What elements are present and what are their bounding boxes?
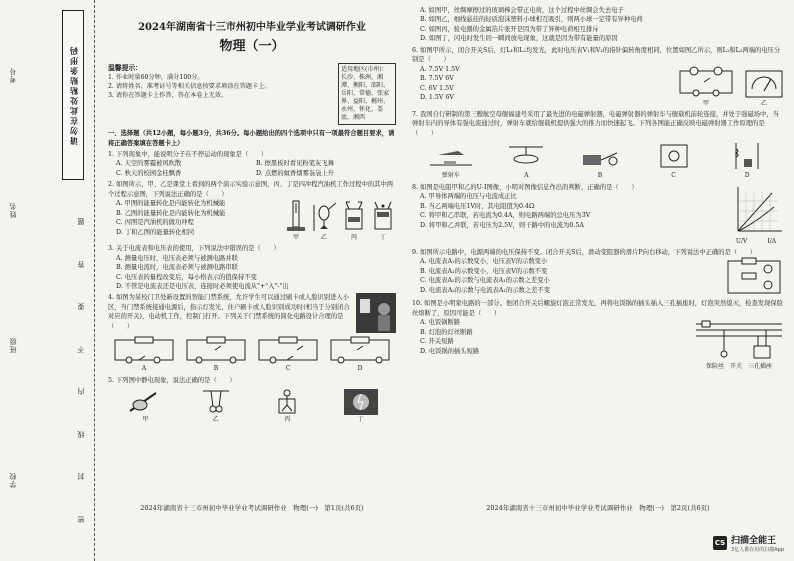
circuit-d xyxy=(329,336,391,373)
figure-d xyxy=(726,141,768,180)
page-footer-left: 2024年湖南省十三市州初中毕业学业考试调研作业 物理(一) 第1页(共6页) xyxy=(140,504,364,512)
option-b: B. 电流表A₁的示数变小，电压表V的示数不变 xyxy=(420,267,548,275)
option-c: C. 电压表的量程改变后，每小格表示的值保持不变 xyxy=(116,273,257,281)
option-b: B. 灯泡的灯丝断路 xyxy=(420,328,473,336)
fig-label: 弹射车 xyxy=(441,171,460,179)
question-stem: 4. 如图为某校门卫处新设置的智能门禁系统，允许学生可以通过刷卡或人脸识别进入小区，当门禁系统接通电源后，指示灯发光，住户刷卡或人脸识别成功时(相当于分别闭合对应的开关)，电动机工作，控制门打开。下列关于门禁系统的简化电路设计合理的是（ ） xyxy=(108,294,350,330)
label-exam-number: 考号 xyxy=(9,67,17,84)
figure-glass-rod xyxy=(126,389,164,424)
q9-circuit xyxy=(724,257,784,297)
option-b: B. 如图乙，细线悬挂的轻质泡沫塑料小球相互吸引，则两小球一定带有异种电荷 xyxy=(420,16,643,24)
camscanner-icon: CS xyxy=(713,536,727,550)
question-6 xyxy=(412,46,784,108)
axis-label: U/V xyxy=(735,237,748,245)
scanner-watermark xyxy=(713,533,784,553)
option-c: C. 丙图是汽油机的做功冲程 xyxy=(116,219,194,227)
page-footer-right: 2024年湖南省十三市州初中毕业学业考试调研作业 物理(一) 第2页(共6页) xyxy=(486,504,710,512)
exam-subtitle: 物理（一） xyxy=(219,39,285,54)
question-stem: 9. 如图所示电路中，电源两端的电压保持不变。闭合开关S后，滑动变阻器的滑片P向右移动，下列说法中正确的是（ ） xyxy=(412,248,756,256)
fig-label: 乙 xyxy=(320,234,327,242)
fig-label: C xyxy=(671,171,676,179)
question-8 xyxy=(412,183,784,246)
question-stem: 2. 如图所示，甲、乙是课堂上看到的两个演示实验示意图，丙、丁是四冲程汽油机工作过程中的其中两个过程示意图，下列说法正确的是（ ） xyxy=(108,181,394,198)
fig-label: 甲 xyxy=(702,99,709,107)
circuit-c xyxy=(257,336,319,373)
figure-foam-balls xyxy=(201,389,231,424)
figure-b xyxy=(579,141,621,180)
option-a: A. 如图甲，丝绸摩擦过的玻璃棒会带正电荷，这个过程中丝绸会失去电子 xyxy=(420,7,624,14)
q4-circuit-options xyxy=(108,336,396,373)
option-d: D. 如图丁，闪电时发生的一瞬间放电现象，这就是因为带有能量的原因 xyxy=(420,35,618,43)
fig-label: C xyxy=(285,365,291,373)
question-3 xyxy=(108,244,396,291)
option-a: A. 测量电压时，电压表必须与被测电路并联 xyxy=(116,254,238,262)
label-class: 班级 xyxy=(9,337,17,354)
option-a: A. 天空的雾霾被风吹散 xyxy=(116,160,182,168)
fig-label: A xyxy=(141,365,147,373)
question-stem: 6. 如图甲所示，闭合开关S后，灯L₁和L₂均发光，此时电压表V₁和V₂的指针偏转角度相同，位置如图乙所示，则L₁和L₂两端的电压分别是（ ） xyxy=(412,46,781,64)
section-heading: 一、选择题（共12小题，每小题3分，共36分。每小题给出的四个选项中只有一项最符合题目要求，请将正确答案填在答题卡上） xyxy=(108,130,395,147)
figure-bing xyxy=(341,199,367,242)
question-5 xyxy=(108,376,396,423)
fig-label: 甲 xyxy=(292,234,299,242)
axis-label: I/A xyxy=(767,237,777,245)
fig-label: 丁 xyxy=(379,234,386,242)
option-b: B. 测量电流时，电流表必须与被测电路串联 xyxy=(116,264,238,272)
fig-label: 开关 xyxy=(729,363,742,371)
question-stem: 1. 下列现象中，能说明分子在不停运动的现象是（ ） xyxy=(108,151,268,159)
binding-margin xyxy=(0,0,100,561)
fig-label: 保险丝 xyxy=(705,363,724,371)
option-d: D. 不管是电流表还是电压表，连接时必须使电流从"+"入"-"出 xyxy=(116,282,289,290)
seal-dashed-line xyxy=(94,0,95,561)
instruction-item: 2. 请将姓名、准考证号等相关信息按要求填涂在答题卡上。 xyxy=(108,82,271,90)
question-stem: 8. 如图是电阻甲和乙的U-I图像，小明对图像信息作出的判断，正确的是（ ） xyxy=(412,183,638,191)
option-a: A. 7.5V 1.5V xyxy=(420,65,460,73)
cut-mark: 内 xyxy=(77,387,85,396)
scanner-tagline: 3亿人都在用的扫描App xyxy=(731,547,784,553)
option-c: C. 电流表A₂的示数与电流表A₁的示数之差变小 xyxy=(420,277,550,285)
instructions-title: 温馨提示： xyxy=(108,63,142,72)
label-school: 学校 xyxy=(9,472,17,489)
question-10 xyxy=(412,299,784,371)
option-c: C. 秋天的校园金桂飘香 xyxy=(116,169,182,177)
cut-mark: 不 xyxy=(77,344,85,353)
cut-mark: 题 xyxy=(77,217,85,226)
figure-a xyxy=(505,141,547,180)
question-9 xyxy=(412,248,784,297)
fig-label: 乙 xyxy=(760,99,767,107)
question-1 xyxy=(108,150,396,178)
option-d: D. 1.5V 6V xyxy=(420,93,454,101)
fig-label: 乙 xyxy=(212,415,219,423)
question-stem: 5. 下列图中静电现象，说法正确的是（ ） xyxy=(108,377,236,385)
right-page xyxy=(412,6,784,496)
option-b: B. 乙图的能量转化是内能转化为机械能 xyxy=(116,209,226,217)
option-d: D. 电流表A₂的示数与电流表A₁的示数之差不变 xyxy=(420,286,551,294)
circuit-a xyxy=(113,336,175,373)
instructions xyxy=(108,63,332,126)
option-c: C. 6V 1.5V xyxy=(420,84,454,92)
cut-mark: 要 xyxy=(77,302,85,311)
student-info-labels xyxy=(8,8,22,548)
option-a: A. 电饭锅断路 xyxy=(420,319,461,327)
fig-label: D xyxy=(744,171,750,179)
question-5-options xyxy=(412,6,784,44)
figure-catapult xyxy=(428,141,474,180)
fig-label: 丙 xyxy=(350,234,357,242)
scanner-name: 扫描全能王 xyxy=(731,536,777,546)
option-a: A. 甲图的能量转化是内能转化为机械能 xyxy=(116,200,226,208)
cut-mark: 答 xyxy=(77,259,85,268)
q5-figures xyxy=(108,389,396,424)
cut-mark: 密 xyxy=(77,514,85,523)
q2-figures xyxy=(285,199,396,242)
option-c: C. 开关短路 xyxy=(420,338,454,346)
q10-home-circuit xyxy=(694,318,784,371)
fig-label: D xyxy=(357,365,363,373)
q6-circuit xyxy=(676,65,736,108)
cut-mark: 线 xyxy=(77,429,85,438)
option-d: D. 丁和乙图的能量转化相同 xyxy=(116,228,195,236)
figure-electroscope xyxy=(267,389,307,424)
fig-label: 甲 xyxy=(142,415,149,423)
question-stem: 7. 我国自行研制的第三艘航空母舰福建号采用了最先进的电磁弹射器，电磁弹射器的弹射车与舰载机前轮连接，并处于强磁场中，当弹射车内的导体有强电流通过时，弹射车就给舰载机提供强大的推力而快速起飞。下列各图能正确反映电磁弹射器工作原理的是（ ） xyxy=(412,110,779,137)
option-b: B. 当乙两端电压1V时，其电阻值为0.4Ω xyxy=(420,202,535,210)
q8-ui-graph xyxy=(728,183,784,246)
fig-label: 丁 xyxy=(357,415,364,423)
fig-label: A xyxy=(524,171,529,179)
question-7 xyxy=(412,110,784,180)
fig-label: 丙 xyxy=(284,415,291,423)
option-d: D. 将甲和乙并联，若电压为2.5V，则干路中的电流为0.5A xyxy=(420,221,584,229)
question-stem: 10. 如图是小明家电路的一部分。他闭合开关后螺旋灯泡正常发光，再将电饭锅的插头插入三孔插座时，灯泡突然熄灭，检查发现保险丝熔断了，原因可能是（ ） xyxy=(412,300,783,317)
face-recognition-photo xyxy=(356,293,396,333)
label-name: 姓名 xyxy=(9,202,17,219)
option-b: B. 擦黑板时看见粉笔灰飞舞 xyxy=(256,160,334,168)
cut-mark: 封 xyxy=(77,472,85,481)
q7-figures xyxy=(412,141,784,180)
circuit-b xyxy=(185,336,247,373)
question-2 xyxy=(108,180,396,242)
applicable-regions-box: 适用地区(市州)：长沙、株洲、湘潭、衡阳、邵阳、岳阳、常德、张家界、益阳、郴州、永州、怀化、娄底、湘西 xyxy=(338,63,396,126)
instruction-item: 1. 作业时量60分钟，满分100分。 xyxy=(108,73,204,81)
fig-label: 三孔插座 xyxy=(748,363,773,371)
option-c: C. 将甲和乙串联，若电流为0.4A，则电路两端的总电压为3V xyxy=(420,212,591,220)
option-a: A. 甲导体两端的电压与电流成正比 xyxy=(420,193,517,201)
left-page xyxy=(108,6,396,496)
fig-label: B xyxy=(597,171,603,179)
q6-figures xyxy=(676,65,784,108)
option-b: B. 7.5V 6V xyxy=(420,75,454,83)
option-d: D. 点燃的蚊香烟雾袅袅上升 xyxy=(256,169,335,177)
instruction-item: 3. 请你在答题卡上作答，答在本卷上无效。 xyxy=(108,92,228,100)
question-stem: 3. 关于电流表和电压表的使用，下列说法中错误的是（ ） xyxy=(108,245,280,253)
exam-title: 2024年湖南省十三市州初中毕业学业考试调研作业 xyxy=(138,22,366,33)
barcode-seal-box: 请勿在此处粘贴条形码 xyxy=(62,10,84,180)
fig-label: B xyxy=(213,365,219,373)
question-4 xyxy=(108,293,396,373)
figure-lightning xyxy=(344,389,378,424)
figure-yi xyxy=(310,199,338,242)
figure-jia xyxy=(285,199,307,242)
seal-line-marks xyxy=(76,200,88,540)
figure-ding xyxy=(370,199,396,242)
option-a: A. 电流表A₁的示数变小，电压表V的示数变小 xyxy=(420,258,548,266)
option-c: C. 如图丙，验电器的金属箔片张开是因为带了异种电荷相互排斥 xyxy=(420,25,599,33)
option-d: D. 电饭锅的插头短路 xyxy=(420,347,480,355)
q6-voltmeter xyxy=(744,69,784,108)
figure-c xyxy=(653,141,695,180)
